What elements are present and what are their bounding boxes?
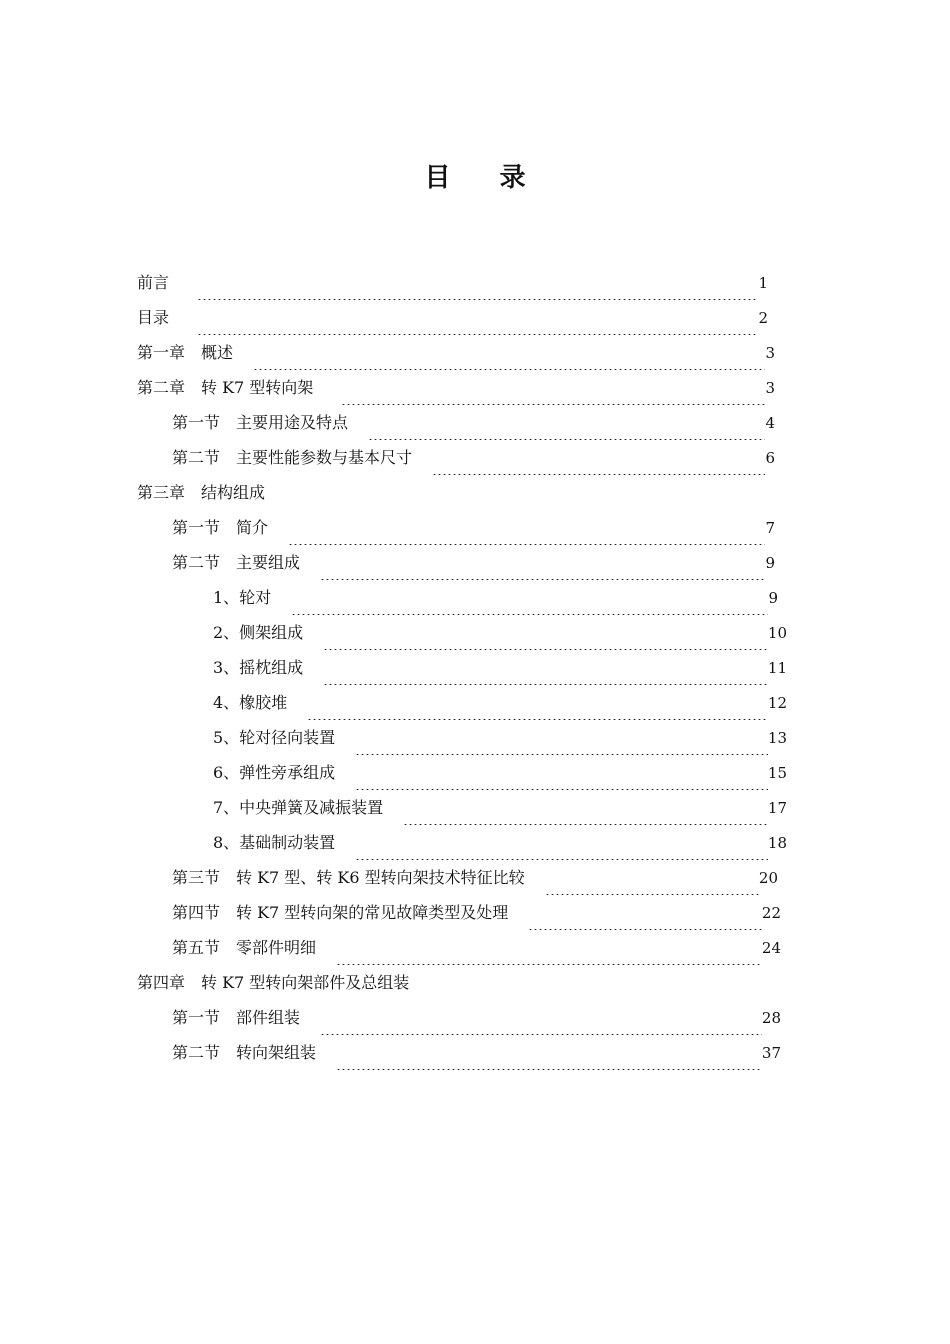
toc-entry-page: 28 (761, 1009, 781, 1027)
toc-entry-page: 9 (768, 589, 778, 607)
dot-leader (320, 546, 765, 580)
toc-entry-page: 12 (767, 694, 787, 712)
dot-leader (528, 896, 762, 930)
toc-entry-page: 4 (765, 414, 775, 432)
toc-entry-label: 6、弹性旁承组成 (213, 763, 336, 782)
toc-entry-label: 第二节 主要性能参数与基本尺寸 (172, 448, 413, 467)
toc-entry-page: 11 (767, 659, 787, 677)
toc-entry-chapter-3[interactable] (137, 476, 437, 510)
toc-entry-label: 第三章 结构组成 (137, 483, 266, 502)
dot-leader (253, 336, 765, 370)
dot-leader (368, 406, 765, 440)
toc-entry-item-4[interactable] (213, 686, 787, 720)
toc-entry-ch4-sec2[interactable] (172, 1036, 781, 1070)
dot-leader (307, 686, 768, 720)
toc-entry-item-6[interactable] (213, 756, 787, 790)
toc-entry-label: 8、基础制动装置 (213, 833, 336, 852)
toc-entry-label: 第一节 主要用途及特点 (172, 413, 349, 432)
toc-entry-item-5[interactable] (213, 721, 787, 755)
toc-entry-item-8[interactable] (213, 826, 787, 860)
toc-entry-ch2-sec1[interactable] (172, 406, 775, 440)
dot-leader (323, 651, 768, 685)
toc-entry-label: 第一章 概述 (137, 343, 234, 362)
dot-leader (403, 791, 768, 825)
toc-entry-ch3-sec2[interactable] (172, 546, 775, 580)
toc-entry-label: 2、侧架组成 (213, 623, 304, 642)
toc-entry-label: 第二节 主要组成 (172, 553, 301, 572)
toc-entry-label: 第五节 零部件明细 (172, 938, 317, 957)
toc-entry-item-3[interactable] (213, 651, 787, 685)
toc-entry-label: 目录 (137, 308, 170, 327)
toc-entry-page: 1 (758, 274, 768, 292)
toc-entry-chapter-2[interactable] (137, 371, 775, 405)
toc-entry-item-1[interactable] (213, 581, 778, 615)
dot-leader (291, 581, 768, 615)
dot-leader (197, 266, 758, 300)
toc-entry-item-2[interactable] (213, 616, 787, 650)
toc-entry-page: 10 (767, 624, 787, 642)
toc-entry-label: 第四章 转 K7 型转向架部件及总组装 (137, 973, 410, 992)
toc-entry-label: 前言 (137, 273, 170, 292)
dot-leader (355, 721, 768, 755)
dot-leader (336, 931, 762, 965)
dot-leader (288, 511, 765, 545)
toc-entry-page: 15 (767, 764, 787, 782)
toc-entry-page: 18 (767, 834, 787, 852)
toc-entry-preface[interactable] (137, 266, 768, 300)
page-title: 目 录 (424, 163, 546, 193)
toc-entry-page: 20 (758, 869, 778, 887)
toc-entry-label: 第二章 转 K7 型转向架 (137, 378, 314, 397)
dot-leader (323, 616, 768, 650)
dot-leader (336, 1036, 762, 1070)
toc-entry-label: 7、中央弹簧及减振装置 (213, 798, 384, 817)
toc-entry-page: 13 (767, 729, 787, 747)
toc-entry-page: 22 (761, 904, 781, 922)
dot-leader (355, 826, 768, 860)
toc-entry-page: 6 (765, 449, 775, 467)
toc-entry-ch3-sec1[interactable] (172, 511, 775, 545)
toc-entry-page: 9 (765, 554, 775, 572)
toc-entry-page: 2 (758, 309, 768, 327)
dot-leader (341, 371, 765, 405)
toc-entry-contents[interactable] (137, 301, 768, 335)
toc-entry-page: 3 (765, 344, 775, 362)
toc-entry-page: 3 (765, 379, 775, 397)
toc-entry-label: 第四节 转 K7 型转向架的常见故障类型及处理 (172, 903, 509, 922)
toc-entry-label: 3、摇枕组成 (213, 658, 304, 677)
toc-entry-label: 4、橡胶堆 (213, 693, 288, 712)
toc-entry-label: 第一节 部件组装 (172, 1008, 301, 1027)
toc-entry-ch3-sec4[interactable] (172, 896, 781, 930)
toc-entry-label: 5、轮对径向装置 (213, 728, 336, 747)
dot-leader (545, 861, 759, 895)
toc-entry-page: 37 (761, 1044, 781, 1062)
dot-leader (320, 1001, 762, 1035)
toc-entry-ch2-sec2[interactable] (172, 441, 775, 475)
toc-entry-label: 第一节 简介 (172, 518, 269, 537)
dot-leader (197, 301, 758, 335)
toc-entry-ch3-sec3[interactable] (172, 861, 778, 895)
toc-entry-ch4-sec1[interactable] (172, 1001, 781, 1035)
toc-entry-page: 17 (767, 799, 787, 817)
toc-entry-ch3-sec5[interactable] (172, 931, 781, 965)
toc-entry-chapter-1[interactable] (137, 336, 775, 370)
toc-entry-chapter-4[interactable] (137, 966, 537, 1000)
dot-leader (355, 756, 768, 790)
dot-leader (432, 441, 765, 475)
toc-entry-page: 24 (761, 939, 781, 957)
toc-entry-label: 第三节 转 K7 型、转 K6 型转向架技术特征比较 (172, 868, 525, 887)
toc-entry-page: 7 (765, 519, 775, 537)
toc-entry-label: 1、轮对 (213, 588, 272, 607)
toc-entry-item-7[interactable] (213, 791, 787, 825)
toc-entry-label: 第二节 转向架组装 (172, 1043, 317, 1062)
